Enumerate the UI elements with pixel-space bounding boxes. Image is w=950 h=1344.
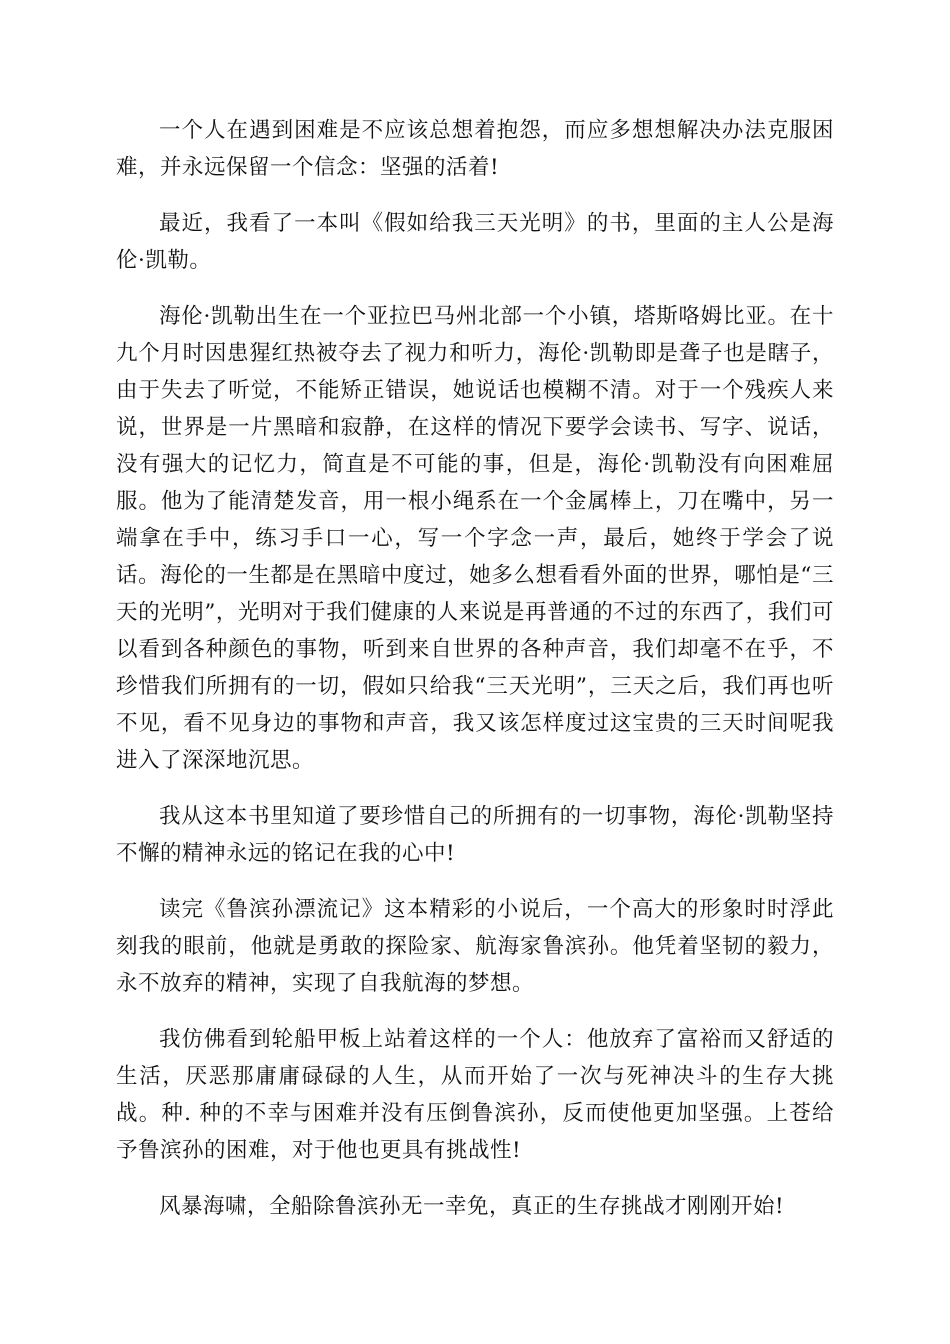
- paragraph-robinson-intro: 读完《鲁滨孙漂流记》这本精彩的小说后，一个高大的形象时时浮此刻我的眼前，他就是勇敢的探险家、航海家鲁滨孙。他凭着坚韧的毅力，永不放弃的精神，实现了自我航海的梦想。: [116, 897, 834, 996]
- document-page: [116, 112, 834, 1244]
- paragraph-helen-keller-story: 海伦·凯勒出生在一个亚拉巴马州北部一个小镇，塔斯咯姆比亚。在十九个月时因患猩红热被夺去了视力和听力，海伦·凯勒即是聋子也是瞎子，由于失去了听觉，不能矫正错误，她说话也模糊不清。对于一个残疾人来说，世界是一片黑暗和寂静，在这样的情况下要学会读书、写字、说话，没有强大的记忆力，简直是不可能的事，但是，海伦·凯勒没有向困难屈服。他为了能清楚发音，用一根小绳系在一个金属棒上，刀在嘴中，另一端拿在手中，练习手口一心，写一个字念一声，最后，她终于学会了说话。海伦的一生都是在黑暗中度过，她多么想看看外面的世界，哪怕是“三天的光明”，光明对于我们健康的人来说是再普通的不过的东西了，我们可以看到各种颜色的事物，听到来自世界的各种声音，我们却毫不在乎，不珍惜我们所拥有的一切，假如只给我“三天光明”，三天之后，我们再也听不见，看不见身边的事物和声音，我又该怎样度过这宝贵的三天时间呢我进入了深深地沉思。: [116, 304, 834, 773]
- paragraph-book-mention: 最近，我看了一本叫《假如给我三天光明》的书，里面的主人公是海伦·凯勒。: [116, 211, 834, 273]
- paragraph-storm: 风暴海啸，全船除鲁滨孙无一幸免，真正的生存挑战才刚刚开始!: [159, 1194, 785, 1219]
- paragraph-robinson-challenge: 我仿佛看到轮船甲板上站着这样的一个人：他放弃了富裕而又舒适的生活，厌恶那庸庸碌碌的人生，从而开始了一次与死神决斗的生存大挑战。种. 种的不幸与困难并没有压倒鲁滨孙，反而使他更加坚强。上苍给予鲁滨孙的困难，对于他也更具有挑战性!: [116, 1027, 834, 1163]
- paragraph-lesson: 我从这本书里知道了要珍惜自己的所拥有的一切事物，海伦·凯勒坚持不懈的精神永远的铭记在我的心中!: [116, 804, 834, 866]
- paragraph-intro: 一个人在遇到困难是不应该总想着抱怨，而应多想想解决办法克服困难，并永远保留一个信念：坚强的活着!: [116, 118, 834, 180]
